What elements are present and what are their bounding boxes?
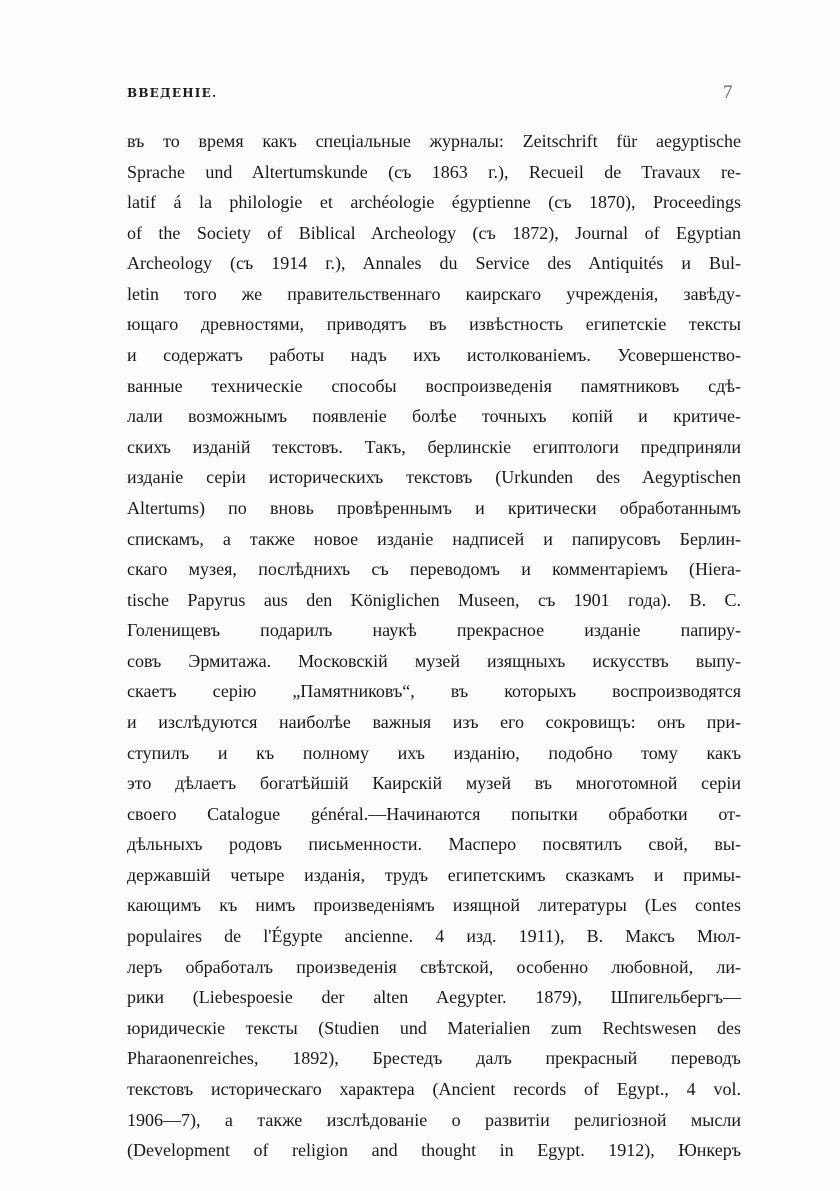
text-line: ступилъ и къ полному ихъ изданію, подобно тому какъ: [127, 742, 741, 763]
text-line: спискамъ, а также новое изданіе надписей и папирусовъ Берлин-: [127, 528, 741, 549]
text-line: кающимъ къ нимъ произведеніямъ изящной литературы (Les contes: [127, 895, 741, 916]
text-line: текстовъ историческаго характера (Ancient records of Egypt., 4 vol.: [127, 1078, 741, 1099]
text-line: Sprache und Altertumskunde (съ 1863 г.), Recueil de Travaux re-: [127, 161, 741, 182]
text-line: Archeology (съ 1914 г.), Annales du Service des Antiquités и Bul-: [127, 253, 741, 274]
text-line: скихъ изданій текстовъ. Такъ, берлинскіе египтологи предприняли: [127, 436, 741, 457]
text-line: (Development of religion and thought in Egypt. 1912), Юнкеръ: [127, 1140, 741, 1161]
text-line: въ то время какъ спеціальные журналы: Zeitschrift für aegyptische: [127, 131, 741, 151]
text-line: letin того же правительственнаго каирскаго учрежденія, завѣду-: [127, 283, 741, 304]
text-line: populaires de l'Égypte ancienne. 4 изд. 1911), В. Максъ Мюл-: [127, 926, 741, 947]
page-number: 7: [723, 82, 733, 103]
text-line: 1906—7), а также изслѣдованіе о развитіи религіозной мысли: [127, 1109, 741, 1130]
text-line: дѣльныхъ родовъ письменности. Масперо посвятилъ свой, вы-: [127, 834, 741, 855]
text-line: tische Papyrus aus den Königlichen Museen, съ 1901 года). В. С.: [127, 589, 741, 610]
text-line: державшій четыре изданія, трудъ египетскимъ сказкамъ и примы-: [127, 864, 741, 885]
text-line: это дѣлаетъ богатѣйшій Каирскій музей въ многотомной серіи: [127, 773, 741, 794]
text-line: и содержатъ работы надъ ихъ истолкованіемъ. Усовершенство-: [127, 345, 741, 366]
text-line: latif á la philologie et archéologie égyptienne (съ 1870), Proceedings: [127, 192, 741, 213]
text-line: ющаго древностями, приводятъ въ извѣстность египетскіе тексты: [127, 314, 741, 335]
text-line: рики (Liebespoesie der alten Aegypter. 1879), Шпигельбергъ—: [127, 987, 741, 1008]
text-line: Pharaonenreiches, 1892), Брестедъ далъ прекрасный переводъ: [127, 1048, 741, 1069]
text-line: of the Society of Biblical Archeology (съ 1872), Journal of Egyptian: [127, 222, 741, 243]
text-line: Altertums) по вновь провѣреннымъ и критически обработаннымъ: [127, 497, 741, 518]
text-line: изданіе серіи историческихъ текстовъ (Urkunden des Aegyptischen: [127, 467, 741, 488]
text-line: совъ Эрмитажа. Московскій музей изящныхъ искусствъ выпу-: [127, 650, 741, 671]
text-line: своего Catalogue général.—Начинаются попытки обработки от-: [127, 803, 741, 824]
text-line: юридическіе тексты (Studien und Materialien zum Rechtswesen des: [127, 1017, 741, 1038]
text-line: ванные техническіе способы воспроизведенія памятниковъ сдѣ-: [127, 375, 741, 396]
running-title: ВВЕДЕНІЕ.: [127, 86, 218, 100]
text-line: скаго музея, послѣднихъ съ переводомъ и комментаріемъ (Hiera-: [127, 559, 741, 580]
text-line: и изслѣдуются наиболѣе важныя изъ его сокровищъ: онъ при-: [127, 711, 741, 732]
body-text: [127, 126, 741, 1166]
text-line: Голенищевъ подарилъ наукѣ прекрасное изданіе папиру-: [127, 620, 741, 641]
text-line: лали возможнымъ появленіе болѣе точныхъ копій и критиче-: [127, 406, 741, 427]
text-line: леръ обработалъ произведенія свѣтской, особенно любовной, ли-: [127, 956, 741, 977]
text-line: скаетъ серію „Памятниковъ“, въ которыхъ воспроизводятся: [127, 681, 741, 702]
